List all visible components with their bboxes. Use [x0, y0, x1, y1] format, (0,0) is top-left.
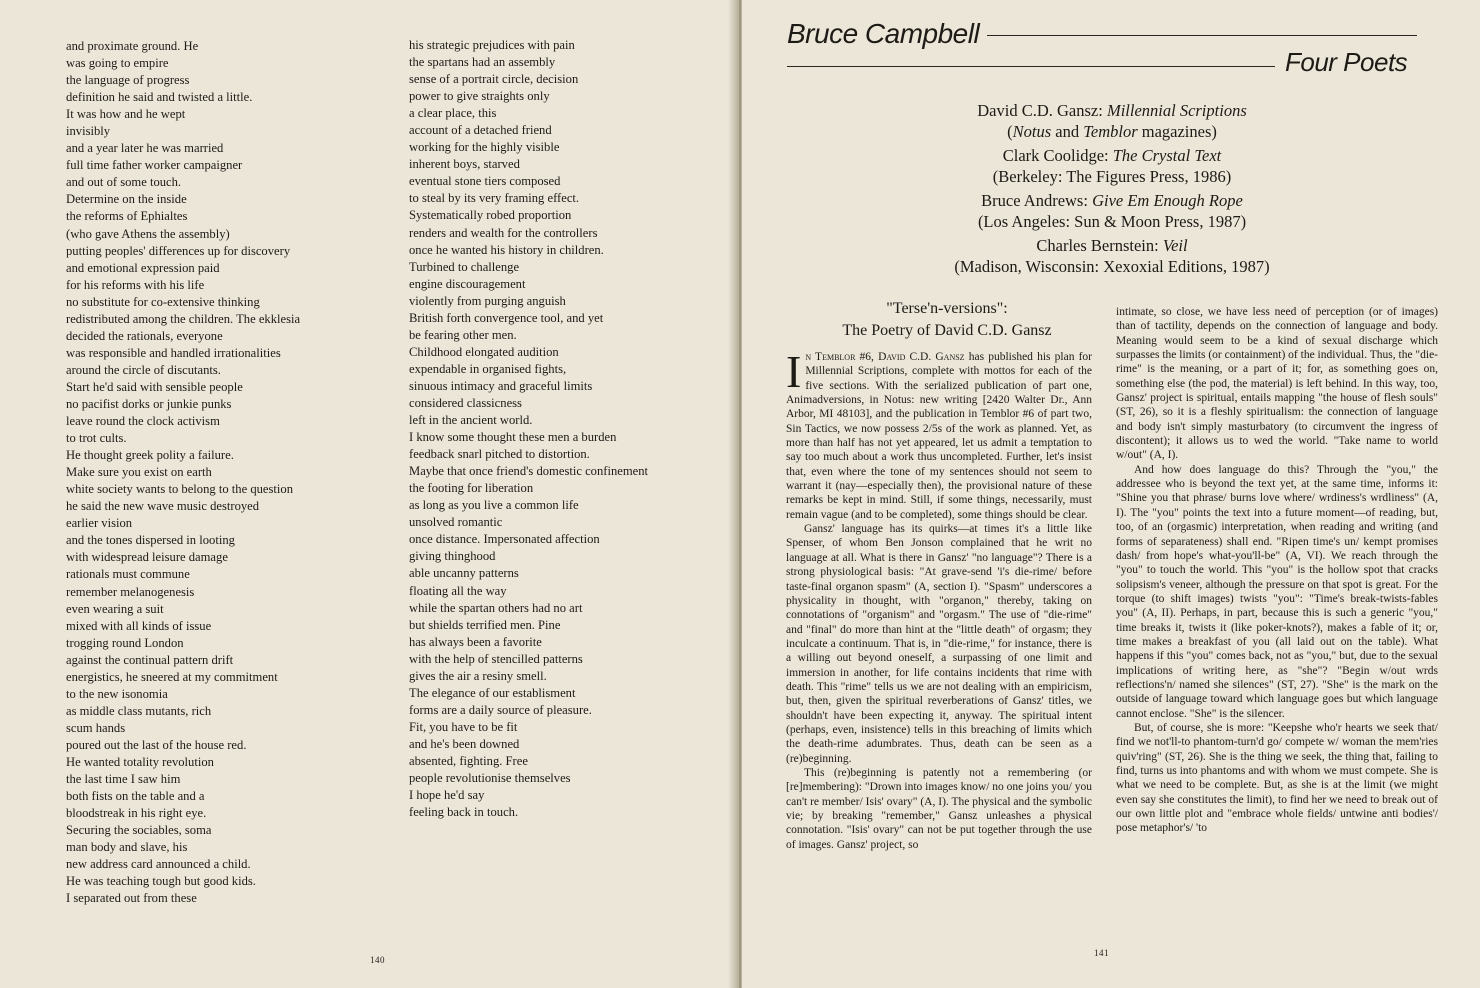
paragraph: But, of course, she is more: "Keepshe who'r hearts we seek that/ find we not'll-to phantom-turn'd go/ compete w/ woman the mem'ries quiv'ring" (ST, 26). She is the thing we seek, the thing that, failing to find, turns us into phantoms and with whom we must compete. She is what we need to be complete. But, as she is at the limit (we might even say she constitutes the limit), to find her we need to break out of our own little plot and "embrace whole fields/ untwine anti bodies'/ pose metaphor's/ 'to: [1116, 721, 1438, 835]
poem-line: scum hands: [66, 720, 126, 735]
drop-cap: I: [786, 346, 802, 397]
poem-line: was responsible and handled irrationalities: [66, 345, 281, 360]
poem-line: and the tones dispersed in looting: [66, 533, 235, 548]
poem-line: for his reforms with his life: [66, 277, 205, 292]
poem-line: the footing for liberation: [409, 481, 534, 496]
page-number-right: 141: [1094, 948, 1109, 958]
poem-line: full time father worker campaigner: [66, 158, 243, 173]
poem-line: eventual stone tiers composed: [409, 174, 561, 189]
poem-line: violently from purging anguish: [409, 293, 566, 308]
poem-line: giving thinghood: [409, 549, 496, 564]
poem-line: sense of a portrait circle, decision: [409, 72, 579, 87]
book-entry: [872, 190, 1352, 232]
book-entry: [872, 235, 1352, 277]
book-author: Charles Bernstein:: [1036, 236, 1159, 255]
book-title: The Crystal Text: [1112, 146, 1222, 165]
poem-line: (who gave Athens the assembly): [66, 226, 230, 241]
poem-line: Start he'd said with sensible people: [66, 379, 243, 394]
poem-line: no substitute for co-extensive thinking: [66, 294, 260, 309]
poem-line: I know some thought these men a burden: [409, 430, 617, 445]
poem-line: power to give straights only: [409, 89, 550, 104]
poem-line: redistributed among the children. The ekklesia: [66, 311, 301, 326]
poem-line: and out of some touch.: [66, 175, 182, 190]
poem-line: has always been a favorite: [409, 634, 542, 649]
poem-line: the last time I saw him: [66, 772, 181, 787]
poem-line: Fit, you have to be fit: [409, 719, 518, 734]
poem-line: forms are a daily source of pleasure.: [409, 702, 592, 717]
poem-line: expendable in organised fights,: [409, 361, 567, 376]
left-page: [0, 0, 738, 988]
header-rule-top: [987, 35, 1417, 36]
poem-line: Maybe that once friend's domestic confinement: [409, 464, 649, 479]
poem-line: I separated out from these: [66, 891, 197, 906]
poem-line: He wanted totality revolution: [66, 754, 214, 769]
poem-line: with widespread leisure damage: [66, 550, 228, 565]
poem-line: gives the air a resiny smell.: [409, 668, 547, 683]
poem-line: British forth convergence tool, and yet: [409, 310, 604, 325]
poem-line: and he's been downed: [409, 736, 520, 751]
poem-line: floating all the way: [409, 583, 507, 598]
book-publisher: (Madison, Wisconsin: Xexoxial Editions, 1987): [954, 257, 1270, 276]
poem-line: to the new isonomia: [66, 686, 168, 701]
poem-line: sinuous intimacy and graceful limits: [409, 378, 593, 393]
poem-line: Turbined to challenge: [409, 259, 520, 274]
poem-line: He thought greek polity a failure.: [66, 448, 234, 463]
poem-line: Systematically robed proportion: [409, 208, 572, 223]
poem-line: invisibly: [66, 124, 111, 139]
poem-line: the language of progress: [66, 73, 190, 88]
book-title: Veil: [1162, 236, 1188, 255]
poem-line: feeling back in touch.: [409, 805, 519, 820]
poem-line: decided the rationals, everyone: [66, 328, 223, 343]
prose-column-left: [786, 346, 1092, 852]
poem-line: considered classicness: [409, 395, 522, 410]
poem-line: both fists on the table and a: [66, 789, 205, 804]
poem-line: The elegance of our establisment: [409, 685, 576, 700]
poem-line: poured out the last of the house red.: [66, 737, 247, 752]
book-title: Give Em Enough Rope: [1092, 191, 1243, 210]
poem-line: Childhood elongated audition: [409, 344, 559, 359]
book-author: Bruce Andrews:: [981, 191, 1088, 210]
poem-line: but shields terrified men. Pine: [409, 617, 561, 632]
poem-line: no pacifist dorks or junkie punks: [66, 396, 232, 411]
poem-line: He was teaching tough but good kids.: [66, 874, 256, 889]
poem-line: the reforms of Ephialtes: [66, 209, 188, 224]
poem-line: and a year later he was married: [66, 141, 224, 156]
poem-line: his strategic prejudices with pain: [409, 38, 575, 52]
poem-line: bloodstreak in his right eye.: [66, 806, 207, 821]
poem-line: against the continual pattern drift: [66, 652, 234, 667]
article-title: Four Poets: [1285, 47, 1408, 77]
poem-line: Determine on the inside: [66, 192, 187, 207]
poem-line: as middle class mutants, rich: [66, 703, 212, 718]
book-publisher: (Notus and Temblor magazines): [1007, 122, 1217, 141]
right-page: [742, 0, 1480, 988]
poem-line: renders and wealth for the controllers: [409, 225, 598, 240]
header-rule-bottom: [787, 66, 1275, 67]
poem-line: feedback snarl pitched to distortion.: [409, 447, 590, 462]
poem-line: and proximate ground. He: [66, 39, 199, 53]
poem-line: earlier vision: [66, 516, 133, 531]
poem-line: definition he said and twisted a little.: [66, 90, 253, 105]
poem-line: It was how and he wept: [66, 107, 186, 122]
paragraph: And how does language do this? Through the "you," the addressee who is beyond the text yet, at the same time, informs it: "Shine you that phrase/ burns love where/ wrdiness's wrdliness" (A, I). The "you" points the text into a future moment—of reading, but, too, of an (orgasmic) interpretation, when reading and writing (and forms of separateness) shall end. "Ripen time's un/ kempt promises dash/ from hope's what-you'll-be" (A, VI). We reach through the "you" to touch the world. This "you" is the hollow spot that cracks solipsism's veneer, although the pressure on that spot is great. For the torque (to shift images) twists "you": "Time's break-twists-fables you" (A, II). Perhaps, in part, because this is such a generic "you," time breaks it, twists it (like poker-knots?), makes a fable of it; or, time makes a breakfast of you (all laid out on the table). What happens if this "you" comes back, not as "you," but, due to the sexual implications of writing here, as "she"? "Begin w/out wrds reflections'n/ named she silences" (ST, 27). "She" is the mark on the outside of language toward which language goes but which language cannot enclose. "She" is the silencer.: [1116, 463, 1438, 720]
book-entry: [872, 145, 1352, 187]
book-title: Millennial Scriptions: [1106, 101, 1247, 120]
poem-line: I hope he'd say: [409, 788, 485, 803]
reviewed-books: [872, 100, 1352, 280]
poem-line: people revolutionise themselves: [409, 771, 571, 786]
poem-line: with the help of stencilled patterns: [409, 651, 583, 666]
poem-line: to steal by its very framing effect.: [409, 191, 580, 206]
poem-line: remember melanogenesis: [66, 584, 195, 599]
poem-line: left in the ancient world.: [409, 413, 533, 428]
poem-line: Securing the sociables, soma: [66, 823, 212, 838]
poem-line: putting peoples' differences up for discovery: [66, 243, 291, 258]
poem-line: even wearing a suit: [66, 601, 164, 616]
poem-line: was going to empire: [66, 56, 169, 71]
section-heading: "Terse'n-versions": The Poetry of David C.D. Gansz: [842, 300, 1052, 339]
paragraph: intimate, so close, we have less need of perception (or of images) than of tactility, depends on the connection of language and body. Meaning would seem to be a kind of sexual discharge which surpasses the limits (or containment) of the individual. Thus, the "die-rime" is the meaning, or a part of it; for, as something goes on, something else (the pod, the material) is left behind. In this way, too, Gansz' project is spiritual, entails mapping "the house of flesh souls" (ST, 26), so it is a fleshly spiritualism: the connection of language and body isn't simply masturbatory (to circumvent the ingress of discontent); it allows us to wed the world. "Take name to world w/out" (A, I).: [1116, 306, 1438, 462]
paragraph: In Temblor #6, David C.D. Gansz has published his plan for Millennial Scriptions, complete with mottos for each of the five sections. With the serialized publication of part one, Animadversions, in Notus: new writing [2420 Walter Dr., Ann Arbor, MI 48103], and the publication in Temblor #6 of part two, Sin Tactics, we now possess 2/5s of the work as planned. Yet, as more than half has not yet appeared, let us admit a temptation to say too much about a work thus uncompleted. Further, let's insist that, even where the tone of my sentences should not seem to warrant it (nay—especially then), the provisional nature of these remarks be kept in mind. Still, if some things, necessarily, must remain vague (and to be completed), some things should be clear.: [786, 346, 1092, 521]
poem-line: as long as you live a common life: [409, 498, 579, 513]
paragraph: Gansz' language has its quirks—at times it's a little like Spenser, of whom Ben Jonson complained that he writ no language at all. What is there in Gansz' "no language"? There is a strong physiological basis: "At grave-send 'i's die-rime/ before taste-final organon spasm" (A, section I). "Spasm" underscores a physicality in thought, with "organon," thereby, taking on connotations of "organism" and "orgasm." The use of "die-rime" and "final" do more than hint at the "little death" of orgasm; they inculcate a continuum. That is, in "die-rime," for instance, there is a willing out beyond oneself, a surpassing of one limit and immersion in another, for life contains incidents that rime with death. This "rime" tells us we are not dealing with an empiricism, but, then, given the spiritual reverberations of Gansz' titles, we shouldn't have been expecting it, anyway. The spiritual intent (perhaps, even, insistence) tells in this breaching of limits which the death-rime adumbrates. Thus, death can be seen as a (re)beginning.: [786, 523, 1092, 765]
poem-line: to trot cults.: [66, 431, 127, 446]
poem-line: account of a detached friend: [409, 123, 552, 138]
poem-line: a clear place, this: [409, 106, 497, 121]
poem-line: Make sure you exist on earth: [66, 465, 212, 480]
book-publisher: (Los Angeles: Sun & Moon Press, 1987): [977, 212, 1247, 231]
poem-line: mixed with all kinds of issue: [66, 618, 212, 633]
poem-line: and emotional expression paid: [66, 260, 220, 275]
poem-line: new address card announced a child.: [66, 857, 251, 872]
poem-line: the spartans had an assembly: [409, 55, 556, 70]
poem-line: trogging round London: [66, 635, 184, 650]
poem-line: man body and slave, his: [66, 840, 188, 855]
poem-line: unsolved romantic: [409, 515, 503, 530]
poem-column-1: [66, 38, 396, 907]
poem-line: engine discouragement: [409, 276, 526, 291]
book-entry: [872, 100, 1352, 142]
poem-line: while the spartan others had no art: [409, 600, 583, 615]
book-publisher: (Berkeley: The Figures Press, 1986): [992, 167, 1232, 186]
poem-line: energistics, he sneered at my commitment: [66, 669, 278, 684]
poem-line: white society wants to belong to the question: [66, 482, 294, 497]
poem-line: working for the highly visible: [409, 140, 560, 155]
poem-line: absented, fighting. Free: [409, 753, 528, 768]
article-author: Bruce Campbell: [787, 18, 980, 49]
poem-line: inherent boys, starved: [409, 157, 520, 172]
poem-line: around the circle of discutants.: [66, 362, 221, 377]
poem-line: leave round the clock activism: [66, 414, 220, 429]
poem-line: once distance. Impersonated affection: [409, 532, 600, 547]
poem-line: he said the new wave music destroyed: [66, 499, 260, 514]
poem-line: rationals must commune: [66, 567, 190, 582]
book-author: David C.D. Gansz:: [977, 101, 1103, 120]
prose-column-right: [1116, 305, 1438, 836]
poem-line: be fearing other men.: [409, 327, 517, 342]
poem-line: once he wanted his history in children.: [409, 242, 604, 257]
poem-column-2: [409, 37, 709, 821]
paragraph: This (re)beginning is patently not a remembering (or [re]membering): "Drown into images know/ no one joins you/ you can't re member/ Isis' ovary" (A, I). The physical and the symbolic vie; by breaking "remember," Gansz unleashes a physical connotation. "Isis' ovary" can not be put together through the use of images. Gansz' project, so: [786, 766, 1092, 851]
page-number-left: 140: [370, 955, 385, 965]
poem-line: able uncanny patterns: [409, 566, 519, 581]
book-author: Clark Coolidge:: [1002, 146, 1109, 165]
